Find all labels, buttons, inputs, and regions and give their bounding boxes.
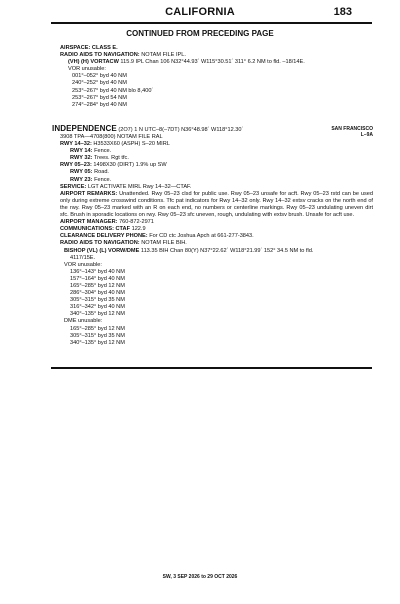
vor-unusable-item: 165°–285° byd 12 NM bbox=[70, 282, 125, 289]
runway-05-23 bbox=[52, 162, 373, 169]
clearance-label: CLEARANCE DELIVERY PHONE: bbox=[60, 233, 148, 240]
radio-aids-value: NOTAM FILE BIH. bbox=[141, 240, 187, 247]
runway-14-32-label: RWY 14–32: bbox=[60, 141, 92, 148]
vor-unusable-item: 240°–252° byd 40 NM bbox=[72, 80, 127, 87]
runway-05-value: Road. bbox=[94, 169, 109, 176]
bishop-elevation: 4117/15E. bbox=[70, 254, 96, 261]
runway-14-32-value: H3533X60 (ASPH) S–20 MIRL bbox=[93, 141, 170, 148]
vor-unusable-item: 001°–052° byd 40 NM bbox=[72, 73, 127, 80]
runway-14-32 bbox=[52, 141, 373, 148]
runway-14 bbox=[52, 148, 373, 155]
service-value: LGT ACTIVATE MIRL Rwy 14–32—CTAF. bbox=[87, 183, 192, 190]
sectional-name: SAN FRANCISCO bbox=[331, 126, 373, 132]
bishop-value: 113.35 BIH Chan 80(Y) N37°22.62´ W118°21.99´ 152° 34.5 NM to fld. bbox=[140, 247, 314, 254]
header-rule bbox=[51, 22, 372, 24]
radio-aids-line bbox=[60, 52, 371, 59]
vor-unusable-item: 157°–164° byd 40 NM bbox=[70, 275, 125, 282]
chart-reference bbox=[331, 126, 373, 138]
radio-aids-label: RADIO AIDS TO NAVIGATION: bbox=[60, 240, 140, 247]
runway-05-23-value: 1498X30 (DIRT) 1.9% up SW bbox=[93, 162, 167, 169]
vortac-value: 115.9 IPL Chan 106 N32°44.93´ W115°30.51´ 311° 6.2 NM to fld. –18/14E. bbox=[120, 59, 305, 66]
bishop-label: BISHOP (VL) (L) VORW/DME bbox=[64, 247, 140, 254]
runway-05-23-label: RWY 05–23: bbox=[60, 162, 92, 169]
page-number: 183 bbox=[333, 6, 352, 18]
runway-23-label: RWY 23: bbox=[70, 176, 93, 183]
manager-label: AIRPORT MANAGER: bbox=[60, 219, 118, 226]
service-line bbox=[52, 184, 373, 191]
runway-32-label: RWY 32: bbox=[70, 155, 93, 162]
airport-manager bbox=[52, 219, 373, 226]
manager-value: 760-872-2971 bbox=[119, 219, 154, 226]
airport-ident-info: (2O7) 1 N UTC–8(–7DT) N36°48.98´ W118°12.30´ bbox=[118, 127, 244, 133]
dme-unusable-label: DME unusable: bbox=[64, 318, 103, 325]
dme-unusable-item: 340°–135° byd 12 NM bbox=[70, 339, 125, 346]
comm-value: 122.9 bbox=[131, 226, 146, 233]
radio-aids-line bbox=[52, 240, 373, 247]
vor-unusable-item: 305°–315° byd 35 NM bbox=[70, 297, 125, 304]
runway-05-label: RWY 05: bbox=[70, 169, 93, 176]
previous-entry bbox=[60, 45, 371, 109]
vor-unusable-label: VOR unusable: bbox=[68, 66, 106, 73]
dme-unusable-item: 305°–315° byd 35 NM bbox=[70, 332, 125, 339]
radio-aids-value: NOTAM FILE IPL. bbox=[141, 52, 186, 59]
runway-14-value: Fence. bbox=[94, 148, 112, 155]
airport-elevation-line: 3908 TPA—4708(800) NOTAM FILE RAL bbox=[60, 134, 163, 140]
vor-unusable-item: 253°–267° byd 40 NM blo 8,400´ bbox=[72, 87, 154, 94]
airport-entry bbox=[52, 125, 373, 347]
vor-unusable-item: 340°–135° byd 12 NM bbox=[70, 311, 125, 318]
comm-label: COMMUNICATIONS: CTAF bbox=[60, 226, 131, 233]
vortac-line bbox=[60, 59, 371, 66]
airport-remarks bbox=[52, 191, 373, 219]
clearance-value: For CD ctc Joshua Apch at 661-277-3843. bbox=[149, 233, 254, 240]
chart-number: L–9A bbox=[360, 132, 373, 138]
vor-unusable-item: 274°–284° byd 40 NM bbox=[72, 101, 127, 108]
entry-end-rule bbox=[51, 367, 372, 369]
vor-unusable-item: 316°–342° byd 40 NM bbox=[70, 304, 125, 311]
airspace-line: AIRSPACE: CLASS E. bbox=[60, 45, 118, 51]
clearance-delivery bbox=[52, 233, 373, 240]
runway-14-label: RWY 14: bbox=[70, 148, 93, 155]
radio-aids-label: RADIO AIDS TO NAVIGATION: bbox=[60, 52, 140, 59]
continued-heading: CONTINUED FROM PRECEDING PAGE bbox=[126, 29, 274, 38]
vor-unusable-item: 286°–304° byd 40 NM bbox=[70, 290, 125, 297]
airport-name: INDEPENDENCE bbox=[52, 124, 117, 133]
dme-unusable-item: 165°–285° byd 12 NM bbox=[70, 325, 125, 332]
runway-23-value: Fence. bbox=[94, 176, 112, 183]
vor-unusable-item: 253°–267° byd 54 NM bbox=[72, 94, 127, 101]
runway-32 bbox=[52, 155, 373, 162]
service-label: SERVICE: bbox=[60, 183, 87, 190]
vortac-label: (VH) (H) VORTACW bbox=[68, 59, 119, 66]
effective-date-footer: SW, 3 SEP 2026 to 29 OCT 2026 bbox=[162, 574, 238, 580]
remarks-label: AIRPORT REMARKS: bbox=[60, 190, 118, 197]
remarks-value: Unattended. Rwy 05–23 clsd for public use. Rwy 05–23 unsafe for acft. Rwy 05–23 rstd can be used only during extreme crosswind conditions. Tfc pat indicators for Rwy 14–32 only. Rwy 14–32 extsv cracks on the north end of the rwy. Rwy 05–23 marked with an R on each end, no numbers or centerline markings. Rwy 05–23 undulating uneven dirt sfc. Brush in sporadic locations on rwy. Rwy 05–23 sfc uneven, rough, undulating with extsv brush. Unsafe for acft use. bbox=[60, 190, 374, 219]
communications bbox=[52, 226, 373, 233]
vor-unusable-label: VOR unusable: bbox=[64, 261, 102, 268]
state-title: CALIFORNIA bbox=[165, 6, 235, 18]
bishop-vor-line bbox=[52, 248, 373, 255]
runway-05 bbox=[52, 169, 373, 176]
vor-unusable-item: 136°–143° byd 40 NM bbox=[70, 268, 125, 275]
runway-23 bbox=[52, 177, 373, 184]
runway-32-value: Trees. Rgt tfc. bbox=[93, 155, 129, 162]
